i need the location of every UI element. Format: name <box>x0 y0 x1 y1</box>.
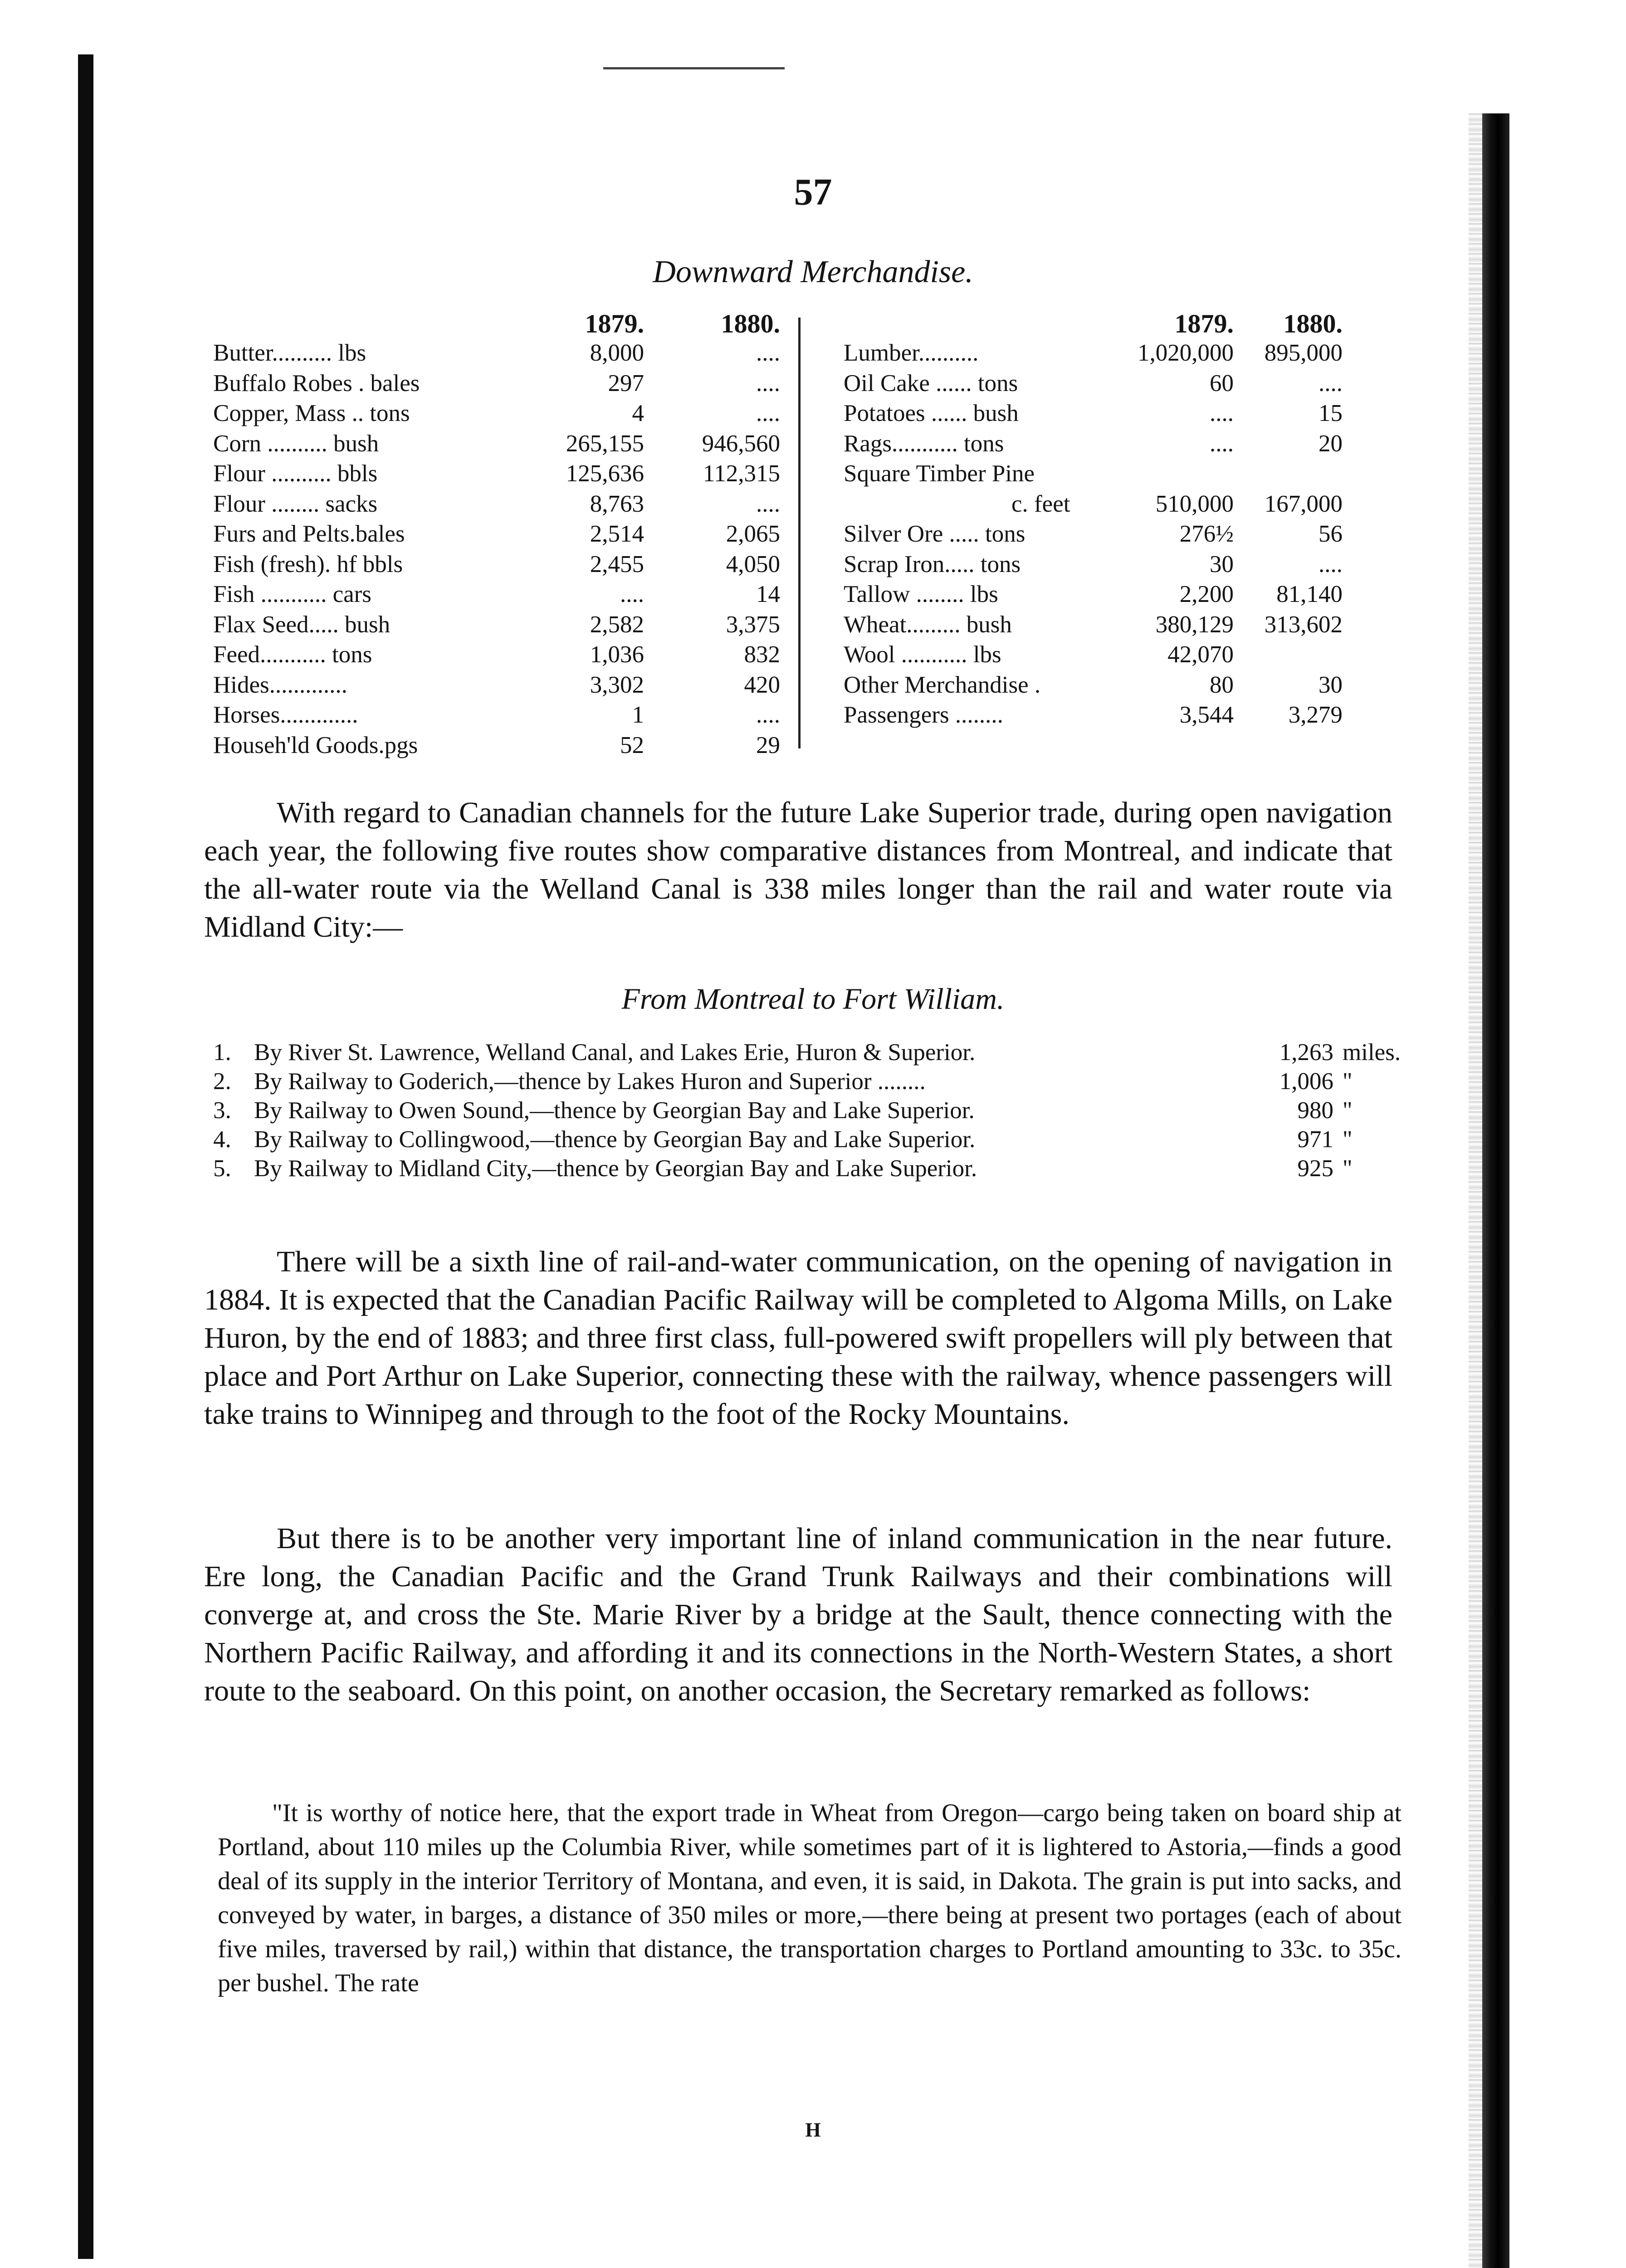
row-item-label: Potatoes ...... bush <box>844 400 1019 426</box>
route-item <box>213 1097 1465 1127</box>
value-1880: 30 <box>1318 671 1343 698</box>
section-title: Downward Merchandise. <box>653 254 973 289</box>
table-row <box>213 430 803 460</box>
value-1879: .... <box>1210 400 1234 426</box>
table-row <box>844 611 1433 641</box>
paragraph-routes-intro: With regard to Canadian channels for the future Lake Superior trade, during open navigation each year, the following five routes show comparative distances from Montreal, and indicate that the all-water route via the Welland Canal is 338 miles longer than the rail and water route via Midland City:— <box>204 796 1392 943</box>
value-1879: 1,036 <box>590 641 644 668</box>
table-row <box>213 370 803 400</box>
table-row <box>213 520 803 550</box>
header-1880: 1880. <box>1283 309 1343 338</box>
value-1879: 3,302 <box>590 671 644 698</box>
table-row <box>213 400 803 430</box>
scan-edge-right <box>1482 113 1509 2268</box>
route-number: 3. <box>213 1097 231 1124</box>
row-item-label: Hides............. <box>213 671 347 698</box>
route-unit: " <box>1343 1068 1353 1095</box>
value-1880: 29 <box>756 732 780 758</box>
value-1879: 1,020,000 <box>1138 340 1234 366</box>
scan-edge-right-texture <box>1469 113 1482 2268</box>
header-1879: 1879. <box>1174 309 1234 338</box>
route-number: 4. <box>213 1126 231 1153</box>
value-1879: 2,455 <box>590 551 644 577</box>
value-1879: 60 <box>1210 370 1234 396</box>
table-row <box>213 641 803 671</box>
value-1880: .... <box>756 490 780 517</box>
value-1880: 167,000 <box>1264 490 1343 517</box>
row-item-label: Corn .......... bush <box>213 430 379 457</box>
route-number: 1. <box>213 1039 231 1066</box>
row-item-label: Copper, Mass .. tons <box>213 400 410 426</box>
value-1879: 8,763 <box>590 490 644 517</box>
route-unit: " <box>1343 1155 1353 1182</box>
signature-mark: H <box>805 2119 821 2141</box>
row-item-label: Other Merchandise . <box>844 671 1041 698</box>
value-1880: 14 <box>756 581 780 607</box>
row-item-label: Buffalo Robes . bales <box>213 370 420 396</box>
table-row <box>844 370 1433 400</box>
value-1880: 420 <box>744 671 780 698</box>
header-1880: 1880. <box>721 309 780 338</box>
value-1880: 946,560 <box>702 430 780 457</box>
table-row <box>213 339 803 369</box>
row-item-label: Wool ........... lbs <box>844 641 1001 668</box>
table-row <box>213 671 803 701</box>
value-1879: 125,636 <box>566 460 644 487</box>
value-1879: 80 <box>1210 671 1234 698</box>
table-row <box>213 701 803 731</box>
value-1879: 276½ <box>1179 521 1234 547</box>
value-1879: 3,544 <box>1179 702 1234 728</box>
table-row <box>844 671 1433 701</box>
value-1879: 2,200 <box>1179 581 1234 607</box>
value-1880: 313,602 <box>1264 611 1343 638</box>
route-number: 2. <box>213 1068 231 1095</box>
value-1879: 2,582 <box>590 611 644 638</box>
route-number: 5. <box>213 1155 231 1182</box>
value-1879: 52 <box>620 732 644 758</box>
paragraph-sixth-line: There will be a sixth line of rail-and-water communication, on the opening of navigation in 1884. It is expected that the Canadian Pacific Railway will be completed to Algoma Mills, on Lake Huron, by the end of 1883; and three first class, full-powered swift propellers will ply between that place and Port Arthur on Lake Superior, connecting these with the railway, whence passengers will take trains to Winnipeg and through to the foot of the Rocky Mountains. <box>204 1245 1392 1431</box>
value-1879: 30 <box>1210 551 1234 577</box>
row-item-label: Fish (fresh). hf bbls <box>213 551 403 577</box>
row-item-label: Furs and Pelts.bales <box>213 521 405 547</box>
table-row <box>844 460 1433 490</box>
table-row <box>844 400 1433 430</box>
route-description: By Railway to Collingwood,—thence by Georgian Bay and Lake Superior. <box>254 1126 976 1153</box>
table-divider <box>798 318 801 748</box>
route-item <box>213 1155 1465 1185</box>
table-row <box>844 701 1433 731</box>
value-1880: .... <box>1318 370 1343 396</box>
value-1879: 1 <box>632 702 644 728</box>
right-merchandise-table <box>844 308 1433 771</box>
value-1880: 895,000 <box>1264 340 1343 366</box>
route-distance: 1,006 <box>1279 1068 1333 1095</box>
value-1879: 2,514 <box>590 521 644 547</box>
value-1880: .... <box>756 370 780 396</box>
value-1880: 832 <box>744 641 780 668</box>
row-item-label: Flour ........ sacks <box>213 490 378 517</box>
routes-title: From Montreal to Fort William. <box>621 982 1005 1016</box>
paragraph-inland-communication: But there is to be another very important line of inland communication in the near future. Ere long, the Canadian Pacific and the Grand Trunk Railways and their combinations will converge at, and cross the Ste. Marie River by a bridge at the Sault, thence connecting with the Northern Pacific Railway, and affording it and its connections in the North-Western States, a short route to the seaboard. On this point, on another occasion, the Secretary remarked as follows: <box>204 1522 1392 1707</box>
table-row <box>213 460 803 490</box>
value-1880: 20 <box>1318 430 1343 457</box>
route-distance: 971 <box>1297 1126 1333 1153</box>
row-item-label: Fish ........... cars <box>213 581 371 607</box>
row-item-label: Flour .......... bbls <box>213 460 378 487</box>
row-item-label: c. feet <box>1011 490 1070 517</box>
route-item <box>213 1039 1465 1069</box>
table-row <box>213 732 803 762</box>
value-1880: .... <box>756 400 780 426</box>
value-1879: 42,070 <box>1167 641 1234 668</box>
table-row <box>213 611 803 641</box>
value-1879: .... <box>1210 430 1234 457</box>
top-rule <box>603 67 785 69</box>
row-item-label: Feed........... tons <box>213 641 372 668</box>
page-number: 57 <box>794 171 832 213</box>
table-row <box>213 551 803 581</box>
row-item-label: Scrap Iron..... tons <box>844 551 1021 577</box>
value-1879: 380,129 <box>1155 611 1234 638</box>
left-merchandise-table <box>213 308 803 771</box>
route-item <box>213 1126 1465 1156</box>
table-row <box>213 490 803 520</box>
table-row <box>844 339 1433 369</box>
value-1879: 265,155 <box>566 430 644 457</box>
row-item-label: Househ'ld Goods.pgs <box>213 732 418 758</box>
table-row <box>844 641 1433 671</box>
row-item-label: Silver Ore ..... tons <box>844 521 1025 547</box>
table-row <box>844 581 1433 611</box>
value-1880: .... <box>756 340 780 366</box>
table-row <box>213 581 803 611</box>
route-item <box>213 1068 1465 1098</box>
value-1879: .... <box>620 581 644 607</box>
route-distance: 1,263 <box>1279 1039 1333 1066</box>
table-header-row <box>844 308 1433 338</box>
value-1880: 112,315 <box>703 460 780 487</box>
row-item-label: Tallow ........ lbs <box>844 581 998 607</box>
quoted-remark: "It is worthy of notice here, that the export trade in Wheat from Oregon—cargo being taken on board ship at Portland, about 110 miles up the Columbia River, while sometimes part of it is lightered to Astoria,—finds a good deal of its supply in the interior Territory of Montana, and even, it is said, in Dakota. The grain is put into sacks, and conveyed by water, in barges, a distance of 350 miles or more,—there being at present two portages (each of about five miles, traversed by rail,) within that distance, the transportation charges to Portland amounting to 33c. to 35c. per bushel. The rate <box>218 1799 1401 1997</box>
value-1879: 8,000 <box>590 340 644 366</box>
header-1879: 1879. <box>585 309 644 338</box>
value-1880: 56 <box>1318 521 1343 547</box>
scan-edge-left <box>78 54 93 2259</box>
route-distance: 980 <box>1297 1097 1333 1124</box>
table-row <box>844 551 1433 581</box>
value-1880: 4,050 <box>726 551 780 577</box>
route-description: By Railway to Owen Sound,—thence by Georgian Bay and Lake Superior. <box>254 1097 975 1124</box>
row-item-label: Rags........... tons <box>844 430 1004 457</box>
route-distance: 925 <box>1297 1155 1333 1182</box>
value-1880: 2,065 <box>726 521 780 547</box>
value-1880: 15 <box>1318 400 1343 426</box>
row-item-label: Flax Seed..... bush <box>213 611 391 638</box>
route-description: By Railway to Goderich,—thence by Lakes Huron and Superior ........ <box>254 1068 926 1095</box>
table-row <box>844 520 1433 550</box>
row-item-label: Wheat......... bush <box>844 611 1012 638</box>
row-item-label: Butter.......... lbs <box>213 340 366 366</box>
route-description: By River St. Lawrence, Welland Canal, and Lakes Erie, Huron & Superior. <box>254 1039 976 1066</box>
row-item-label: Horses............. <box>213 702 358 728</box>
value-1880: .... <box>756 702 780 728</box>
route-unit: " <box>1343 1126 1353 1153</box>
value-1879: 510,000 <box>1155 490 1234 517</box>
row-item-label: Lumber.......... <box>844 340 979 366</box>
row-item-label: Square Timber Pine <box>844 460 1035 487</box>
row-item-label: Passengers ........ <box>844 702 1003 728</box>
table-header-row <box>213 308 803 338</box>
value-1880: 3,279 <box>1288 702 1343 728</box>
value-1879: 297 <box>608 370 644 396</box>
table-row <box>844 430 1433 460</box>
value-1879: 4 <box>632 400 644 426</box>
row-item-label: Oil Cake ...... tons <box>844 370 1018 396</box>
route-description: By Railway to Midland City,—thence by Georgian Bay and Lake Superior. <box>254 1155 977 1182</box>
route-unit: miles. <box>1343 1039 1401 1066</box>
route-unit: " <box>1343 1097 1353 1124</box>
table-row <box>844 490 1433 520</box>
value-1880: 81,140 <box>1276 581 1343 607</box>
value-1880: .... <box>1318 551 1343 577</box>
value-1880: 3,375 <box>726 611 780 638</box>
